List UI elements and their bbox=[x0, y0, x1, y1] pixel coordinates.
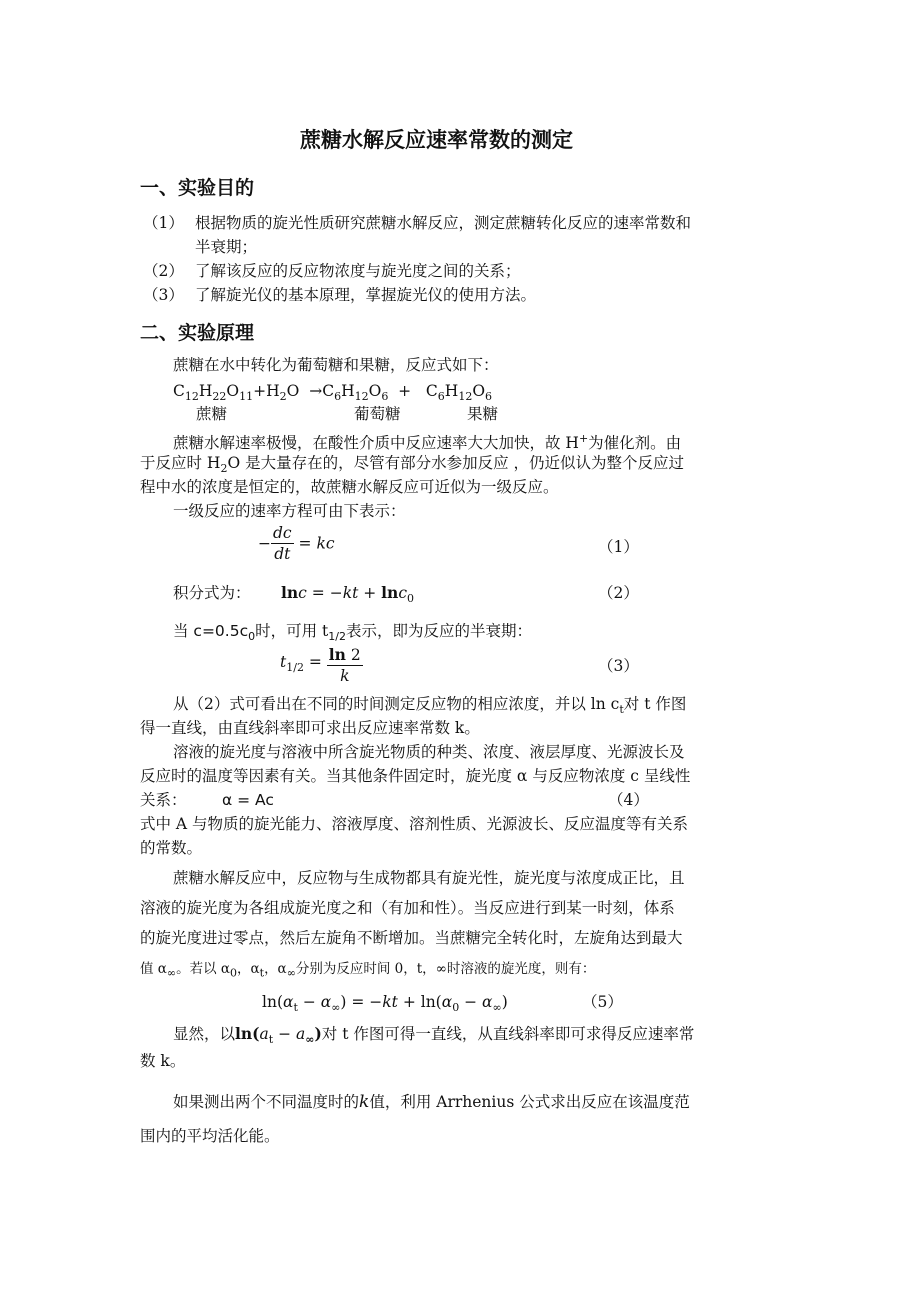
paragraph-line: 关系： bbox=[140, 791, 187, 809]
paragraph-line: 蔗糖水解反应中，反应物与生成物都具有旋光性，旋光度与浓度成正比，且 bbox=[173, 869, 685, 887]
reaction-label-fructose: 果糖 bbox=[467, 405, 499, 423]
equation-number: （5） bbox=[582, 993, 623, 1011]
reaction-label-glucose: 葡萄糖 bbox=[354, 405, 401, 423]
page-title: 蔗糖水解反应速率常数的测定 bbox=[300, 128, 573, 152]
equation-3: $t_{1/2}$ = $\frac{\ln 2}{k}$ bbox=[280, 645, 361, 685]
paragraph-line: 如果测出两个不同温度时的k值，利用 Arrhenius 公式求出反应在该温度范 bbox=[173, 1092, 690, 1112]
equation-number: （3） bbox=[598, 657, 639, 675]
equation-1: − $\frac{dc}{dt}$ = kc bbox=[258, 524, 335, 563]
list-item-text: 半衰期； bbox=[195, 238, 258, 256]
section-heading-principle: 二、实验原理 bbox=[140, 322, 255, 344]
paragraph-line: 的旋光度进过零点，然后左旋角不断增加。当蔗糖完全转化时，左旋角达到最大 bbox=[140, 929, 683, 947]
paragraph-line: 得一直线，由直线斜率即可求出反应速率常数 k。 bbox=[140, 719, 480, 737]
paragraph-line: 数 k。 bbox=[140, 1052, 186, 1070]
list-item-number: （1） bbox=[143, 214, 184, 232]
paragraph-line: 的常数。 bbox=[140, 839, 203, 857]
section-heading-purpose: 一、实验目的 bbox=[140, 177, 255, 199]
equation-5: $\ln(\alpha_t - \alpha_\infty) = -kt + \ln(\alpha_0 - \alpha_\infty)$ bbox=[262, 993, 508, 1015]
equation-number: （2） bbox=[598, 584, 639, 602]
list-item-text: 根据物质的旋光性质研究蔗糖水解反应，测定蔗糖转化反应的速率常数和 bbox=[195, 214, 692, 232]
reaction-equation: $C_{12}H_{22}O_{11}+H_2O \to C_6H_{12}O_6 + C_6H_{12}O_6$ bbox=[173, 382, 493, 404]
paragraph-line: 积分式为： bbox=[173, 584, 251, 602]
paragraph-line: 蔗糖在水中转化为葡萄糖和果糖，反应式如下： bbox=[173, 356, 499, 374]
paragraph-line: 式中 A 与物质的旋光能力、溶液厚度、溶剂性质、光源波长、反应温度等有关系 bbox=[140, 815, 689, 833]
paragraph-line: 溶液的旋光度与溶液中所含旋光物质的种类、浓度、液层厚度、光源波长及 bbox=[173, 743, 685, 761]
paragraph-line: 围内的平均活化能。 bbox=[140, 1127, 280, 1145]
paragraph-line: 从（2）式可看出在不同的时间测定反应物的相应浓度，并以 $\ln c_t$对 t 作图 bbox=[173, 695, 687, 717]
equation-number: （4） bbox=[608, 791, 649, 809]
list-item-number: （2） bbox=[143, 262, 184, 280]
reaction-label-sucrose: 蔗糖 bbox=[196, 405, 228, 423]
paragraph-line: 于反应时 $H_2O$ 是大量存在的，尽管有部分水参加反应 ，仍近似认为整个反应过 bbox=[140, 454, 685, 476]
list-item-number: （3） bbox=[143, 286, 184, 304]
equation-number: （1） bbox=[598, 538, 639, 556]
list-item-text: 了解该反应的反应物浓度与旋光度之间的关系； bbox=[195, 262, 521, 280]
paragraph-line: 一级反应的速率方程可由下表示： bbox=[173, 502, 406, 520]
paragraph-line: 溶液的旋光度为各组成旋光度之和（有加和性）。当反应进行到某一时刻，体系 bbox=[140, 899, 675, 917]
paragraph-line: 反应时的温度等因素有关。当其他条件固定时，旋光度 α 与反应物浓度 c 呈线性 bbox=[140, 767, 691, 785]
paragraph-line: 值 $\alpha_\infty$。若以 $\alpha_0$，$\alpha_t$，$\alpha_\infty$分别为反应时间 0，t，∞时溶液的旋光度，则有： bbox=[140, 961, 596, 980]
list-item-text: 了解旋光仪的基本原理，掌握旋光仪的使用方法。 bbox=[195, 286, 537, 304]
paragraph-line: 显然，以$\ln(a_t - a_\infty)$对 t 作图可得一直线，从直线斜率即可求得反应速率常 bbox=[173, 1024, 695, 1047]
paragraph-line: 程中水的浓度是恒定的，故蔗糖水解反应可近似为一级反应。 bbox=[140, 478, 559, 496]
equation-4: α = Ac bbox=[222, 791, 274, 809]
equation-2: lnc = −kt + lnc$_0$ bbox=[281, 583, 415, 606]
paragraph-line: 当 $c=0.5c_0$时，可用 $t_{1/2}$表示，即为反应的半衰期： bbox=[173, 622, 532, 644]
paragraph-line: 蔗糖水解速率极慢，在酸性介质中反应速率大大加快，故 H+为催化剂。由 bbox=[173, 432, 682, 453]
